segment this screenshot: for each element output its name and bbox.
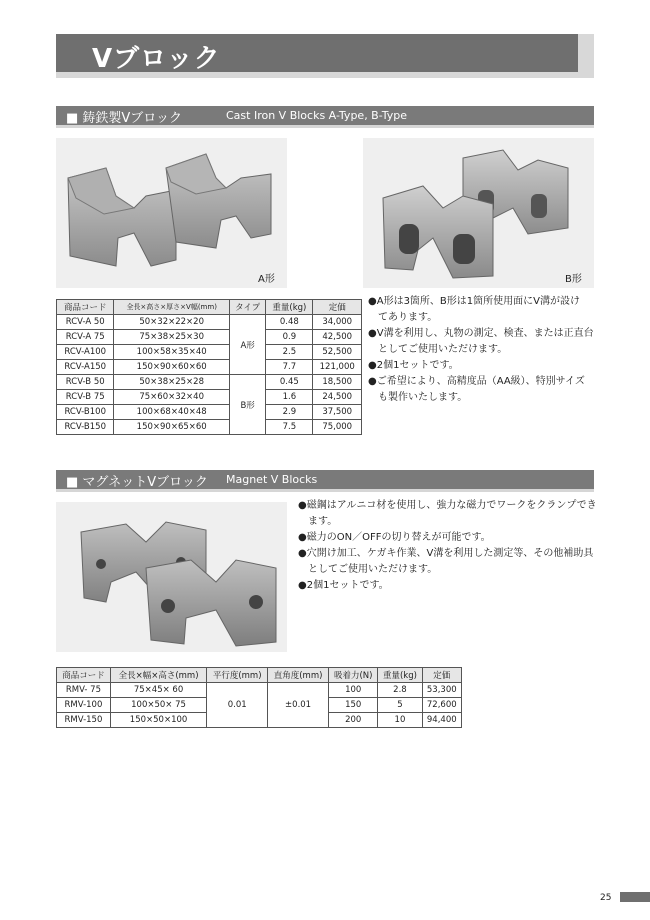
note-line: ます。 xyxy=(298,516,338,527)
caption-a-type: A形 xyxy=(258,274,275,285)
cell-dims: 100×50× 75 xyxy=(110,698,206,713)
cell-price: 24,500 xyxy=(313,390,362,405)
cell-weight: 2.9 xyxy=(266,405,313,420)
magnet-block-illustration xyxy=(56,502,287,652)
section-title-jp: ■ 鋳鉄製Vブロック xyxy=(66,111,183,126)
cell-price: 53,300 xyxy=(422,683,461,698)
cell-code: RCV-A 50 xyxy=(57,315,114,330)
th-code: 商品コード xyxy=(57,668,111,683)
page-number: 25 xyxy=(600,893,612,903)
cell-code: RCV-B 50 xyxy=(57,375,114,390)
magnet-spec-table xyxy=(56,667,462,728)
section-title-en: Cast Iron V Blocks A-Type, B-Type xyxy=(226,109,407,122)
cell-price: 18,500 xyxy=(313,375,362,390)
cell-code: RCV-A150 xyxy=(57,360,114,375)
table-row xyxy=(57,405,362,420)
cell-price: 121,000 xyxy=(313,360,362,375)
cell-dims: 150×90×60×60 xyxy=(114,360,229,375)
cell-price: 75,000 xyxy=(313,420,362,435)
cell-price: 72,600 xyxy=(422,698,461,713)
caption-b-type: B形 xyxy=(565,274,582,285)
photo-b-type xyxy=(363,138,594,288)
note-line: ●V溝を利用し、丸物の測定、検査、または正直台 xyxy=(368,328,594,339)
cell-dims: 150×90×65×60 xyxy=(114,420,229,435)
note-line: ●穴開け加工、ケガキ作業、V溝を利用した測定等、その他補助具 xyxy=(298,548,594,559)
page-title: Vブロック xyxy=(92,44,221,74)
cell-dims: 150×50×100 xyxy=(110,713,206,728)
note-line: ●ご希望により、高精度品（AA級）、特別サイズ xyxy=(368,376,585,387)
section-header-cast-iron xyxy=(56,106,594,128)
cell-weight: 7.7 xyxy=(266,360,313,375)
title-bar-inner xyxy=(56,34,578,72)
th-price: 定価 xyxy=(313,300,362,315)
table-row xyxy=(57,420,362,435)
cell-code: RCV-A 75 xyxy=(57,330,114,345)
cell-price: 37,500 xyxy=(313,405,362,420)
th-price: 定価 xyxy=(422,668,461,683)
cell-code: RMV- 75 xyxy=(57,683,111,698)
cell-weight: 2.8 xyxy=(378,683,422,698)
th-weight: 重量(kg) xyxy=(266,300,313,315)
th-dims: 全長×幅×高さ(mm) xyxy=(110,668,206,683)
cell-parallel: 0.01 xyxy=(207,683,268,728)
table-row xyxy=(57,360,362,375)
note-line: としてご使用いただけます。 xyxy=(368,344,508,355)
cell-weight: 10 xyxy=(378,713,422,728)
section-header-inner xyxy=(56,106,594,125)
section-title-jp: ■ マグネットVブロック xyxy=(66,475,208,490)
cell-force: 100 xyxy=(329,683,378,698)
note-line: ●磁力のON／OFFの切り替えが可能です。 xyxy=(298,532,491,543)
th-code: 商品コード xyxy=(57,300,114,315)
table-row xyxy=(57,375,362,390)
th-type: タイプ xyxy=(229,300,265,315)
cell-weight: 7.5 xyxy=(266,420,313,435)
th-parallel: 平行度(mm) xyxy=(207,668,268,683)
cell-code: RCV-B150 xyxy=(57,420,114,435)
cell-dims: 50×32×22×20 xyxy=(114,315,229,330)
table-row xyxy=(57,683,462,698)
magnet-notes xyxy=(298,498,597,594)
cell-code: RMV-100 xyxy=(57,698,111,713)
note-line: も製作いたします。 xyxy=(368,392,468,403)
cell-weight: 0.45 xyxy=(266,375,313,390)
table-row xyxy=(57,345,362,360)
note-line: ●磁鋼はアルニコ材を使用し、強力な磁力でワークをクランプでき xyxy=(298,500,597,511)
note-line: ●A形は3箇所、B形は1箇所使用面にV溝が設け xyxy=(368,296,580,307)
cell-type-a: A形 xyxy=(229,315,265,375)
cell-weight: 0.48 xyxy=(266,315,313,330)
table-row xyxy=(57,315,362,330)
table-row xyxy=(57,330,362,345)
page-number-bar xyxy=(620,892,650,902)
cast-iron-notes xyxy=(368,294,594,406)
section-header-magnet xyxy=(56,470,594,492)
table-header-row xyxy=(57,668,462,683)
cell-weight: 5 xyxy=(378,698,422,713)
th-dims: 全長×高さ×厚さ×V幅(mm) xyxy=(114,300,229,315)
th-force: 吸着力(N) xyxy=(329,668,378,683)
v-block-a-illustration xyxy=(56,138,287,288)
title-bar xyxy=(56,34,594,78)
cell-code: RCV-B100 xyxy=(57,405,114,420)
cell-price: 94,400 xyxy=(422,713,461,728)
cell-type-b: B形 xyxy=(229,375,265,435)
note-line: としてご使用いただけます。 xyxy=(298,564,438,575)
note-line: ●2個1セットです。 xyxy=(368,360,459,371)
cell-code: RCV-B 75 xyxy=(57,390,114,405)
cell-dims: 75×60×32×40 xyxy=(114,390,229,405)
photo-a-type xyxy=(56,138,287,288)
cell-price: 34,000 xyxy=(313,315,362,330)
cell-code: RMV-150 xyxy=(57,713,111,728)
th-weight: 重量(kg) xyxy=(378,668,422,683)
cell-dims: 100×68×40×48 xyxy=(114,405,229,420)
section-header-inner xyxy=(56,470,594,489)
cell-force: 200 xyxy=(329,713,378,728)
cell-weight: 0.9 xyxy=(266,330,313,345)
cell-dims: 100×58×35×40 xyxy=(114,345,229,360)
note-line: てあります。 xyxy=(368,312,438,323)
cell-dims: 50×38×25×28 xyxy=(114,375,229,390)
cell-code: RCV-A100 xyxy=(57,345,114,360)
table-header-row xyxy=(57,300,362,315)
cell-square: ±0.01 xyxy=(268,683,329,728)
cast-iron-spec-table xyxy=(56,299,362,435)
cell-weight: 1.6 xyxy=(266,390,313,405)
section-title-en: Magnet V Blocks xyxy=(226,473,318,486)
cell-dims: 75×45× 60 xyxy=(110,683,206,698)
cell-price: 52,500 xyxy=(313,345,362,360)
note-line: ●2個1セットです。 xyxy=(298,580,389,591)
v-block-b-illustration xyxy=(363,138,594,288)
cell-dims: 75×38×25×30 xyxy=(114,330,229,345)
cell-price: 42,500 xyxy=(313,330,362,345)
photo-magnet xyxy=(56,502,287,652)
cell-weight: 2.5 xyxy=(266,345,313,360)
th-square: 直角度(mm) xyxy=(268,668,329,683)
cell-force: 150 xyxy=(329,698,378,713)
table-row xyxy=(57,390,362,405)
